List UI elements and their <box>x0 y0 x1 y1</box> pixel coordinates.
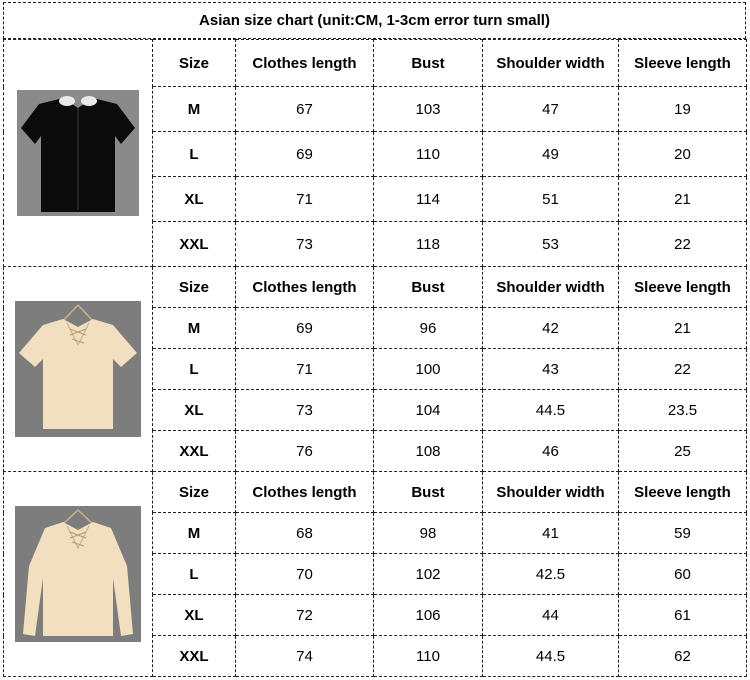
size-cell: L <box>153 349 236 390</box>
bust-cell: 106 <box>374 595 483 636</box>
shoulder-width-cell: 42 <box>483 308 619 349</box>
header-size: Size <box>153 40 236 87</box>
header-row <box>4 472 747 513</box>
sleeve-length-cell: 20 <box>619 132 747 177</box>
header-row <box>4 40 747 87</box>
shoulder-width-cell: 47 <box>483 87 619 132</box>
size-cell: L <box>153 132 236 177</box>
clothes-length-cell: 71 <box>236 177 374 222</box>
bust-cell: 108 <box>374 431 483 472</box>
sleeve-length-cell: 59 <box>619 513 747 554</box>
size-cell: M <box>153 87 236 132</box>
shoulder-width-cell: 46 <box>483 431 619 472</box>
sleeve-length-cell: 60 <box>619 554 747 595</box>
clothes-length-cell: 68 <box>236 513 374 554</box>
size-cell: XXL <box>153 222 236 267</box>
size-table <box>3 39 747 677</box>
header-sleeve-length: Sleeve length <box>619 40 747 87</box>
size-cell: XXL <box>153 431 236 472</box>
clothes-length-cell: 69 <box>236 308 374 349</box>
clothes-length-cell: 73 <box>236 390 374 431</box>
bust-cell: 104 <box>374 390 483 431</box>
beige-short-sleeve-tee-image <box>15 301 141 437</box>
shoulder-width-cell: 53 <box>483 222 619 267</box>
header-sleeve-length: Sleeve length <box>619 472 747 513</box>
sleeve-length-cell: 19 <box>619 87 747 132</box>
clothes-length-cell: 71 <box>236 349 374 390</box>
shoulder-width-cell: 44.5 <box>483 636 619 677</box>
clothes-length-cell: 73 <box>236 222 374 267</box>
size-chart <box>3 2 748 676</box>
bust-cell: 96 <box>374 308 483 349</box>
header-shoulder-width: Shoulder width <box>483 472 619 513</box>
clothes-length-cell: 70 <box>236 554 374 595</box>
header-shoulder-width: Shoulder width <box>483 267 619 308</box>
bust-cell: 110 <box>374 636 483 677</box>
sleeve-length-cell: 21 <box>619 177 747 222</box>
clothes-length-cell: 74 <box>236 636 374 677</box>
sleeve-length-cell: 25 <box>619 431 747 472</box>
shoulder-width-cell: 41 <box>483 513 619 554</box>
product-photo-cell <box>4 40 153 267</box>
product-photo-cell <box>4 472 153 677</box>
sleeve-length-cell: 62 <box>619 636 747 677</box>
clothes-length-cell: 76 <box>236 431 374 472</box>
size-cell: XL <box>153 390 236 431</box>
size-cell: L <box>153 554 236 595</box>
beige-long-sleeve-tee-image <box>15 506 141 642</box>
header-clothes-length: Clothes length <box>236 267 374 308</box>
header-bust: Bust <box>374 40 483 87</box>
shoulder-width-cell: 42.5 <box>483 554 619 595</box>
header-size: Size <box>153 472 236 513</box>
bust-cell: 103 <box>374 87 483 132</box>
bust-cell: 98 <box>374 513 483 554</box>
product-photo-cell <box>4 267 153 472</box>
chart-title: Asian size chart (unit:CM, 1-3cm error turn small) <box>3 2 746 39</box>
header-size: Size <box>153 267 236 308</box>
size-cell: XXL <box>153 636 236 677</box>
size-cell: M <box>153 308 236 349</box>
bust-cell: 100 <box>374 349 483 390</box>
bust-cell: 118 <box>374 222 483 267</box>
shoulder-width-cell: 51 <box>483 177 619 222</box>
header-clothes-length: Clothes length <box>236 40 374 87</box>
bust-cell: 114 <box>374 177 483 222</box>
shoulder-width-cell: 44.5 <box>483 390 619 431</box>
bust-cell: 110 <box>374 132 483 177</box>
clothes-length-cell: 67 <box>236 87 374 132</box>
shoulder-width-cell: 43 <box>483 349 619 390</box>
clothes-length-cell: 69 <box>236 132 374 177</box>
sleeve-length-cell: 22 <box>619 222 747 267</box>
sleeve-length-cell: 23.5 <box>619 390 747 431</box>
size-cell: M <box>153 513 236 554</box>
sleeve-length-cell: 22 <box>619 349 747 390</box>
size-cell: XL <box>153 177 236 222</box>
clothes-length-cell: 72 <box>236 595 374 636</box>
black-hooded-tee-image <box>17 90 139 216</box>
shoulder-width-cell: 44 <box>483 595 619 636</box>
sleeve-length-cell: 61 <box>619 595 747 636</box>
sleeve-length-cell: 21 <box>619 308 747 349</box>
bust-cell: 102 <box>374 554 483 595</box>
header-clothes-length: Clothes length <box>236 472 374 513</box>
header-bust: Bust <box>374 267 483 308</box>
header-sleeve-length: Sleeve length <box>619 267 747 308</box>
size-cell: XL <box>153 595 236 636</box>
header-shoulder-width: Shoulder width <box>483 40 619 87</box>
header-bust: Bust <box>374 472 483 513</box>
shoulder-width-cell: 49 <box>483 132 619 177</box>
header-row <box>4 267 747 308</box>
